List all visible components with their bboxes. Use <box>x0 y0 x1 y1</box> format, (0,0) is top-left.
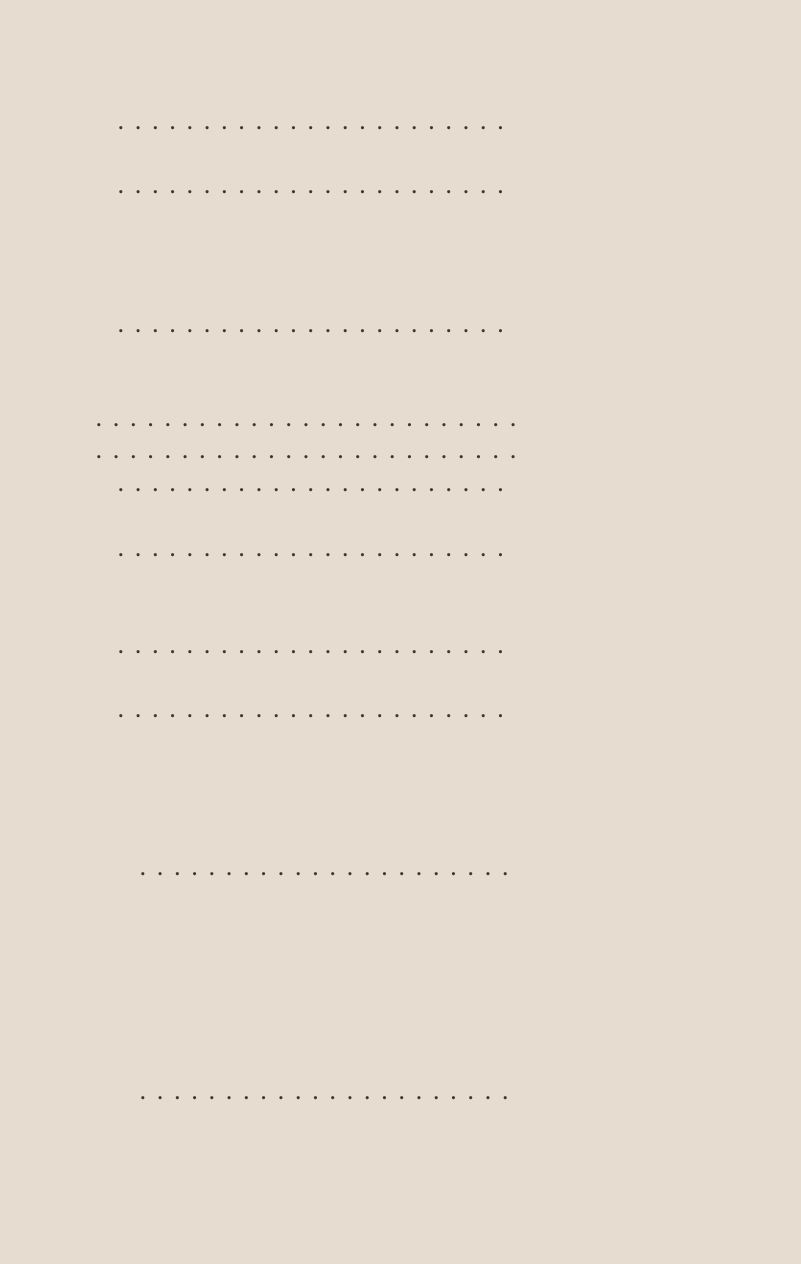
index-entry <box>95 630 515 661</box>
entry-line <box>95 468 515 499</box>
entry-line <box>95 533 515 564</box>
entry-line <box>95 1076 515 1107</box>
index-entry <box>95 694 515 725</box>
entry-line <box>95 435 515 466</box>
entry-line <box>95 106 515 137</box>
entry-line <box>95 170 515 201</box>
index-entry <box>95 435 515 466</box>
entry-line <box>95 403 515 434</box>
index-entry <box>95 1076 515 1107</box>
index-entry <box>95 852 515 883</box>
index-entry <box>95 533 515 564</box>
index-entry <box>95 468 515 499</box>
index-entry <box>95 170 515 201</box>
entry-line <box>95 852 515 883</box>
index-entry <box>95 309 515 340</box>
entry-line <box>95 694 515 725</box>
index-entry <box>95 403 515 434</box>
entry-line <box>95 309 515 340</box>
entry-line <box>95 630 515 661</box>
index-entry <box>95 106 515 137</box>
